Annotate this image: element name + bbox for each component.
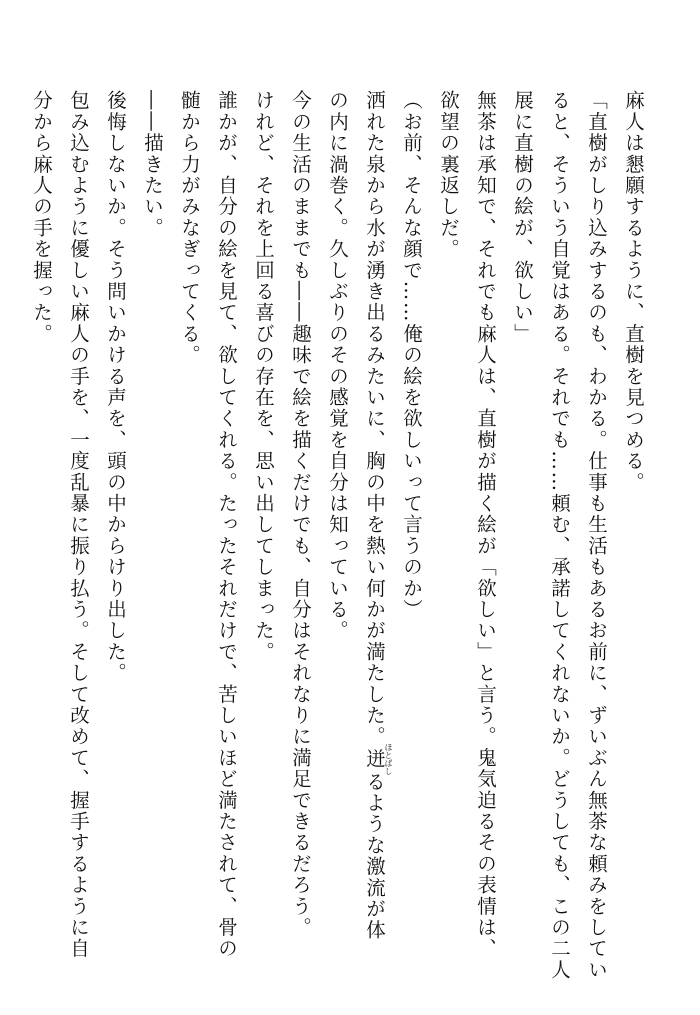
text-line-12: 誰かが、自分の絵を見て、欲してくれる。たったそれだけで、苦しいほど満たされて、骨の: [215, 90, 238, 960]
text-line-5: 無茶は承知で、それでも麻人は、直樹が描く絵が「欲しい」と言う。鬼気迫るその表情は、: [474, 90, 497, 960]
text-line-9: の内に渦巻く。久しぶりのその感覚を自分は知っている。: [326, 90, 349, 642]
text-line-10: 今の生活のままでも――趣味で絵を描くだけでも、自分はそれなりに満足できるだろう。: [289, 90, 312, 938]
text-line-3: ると、そういう自覚はある。それでも……頼む、承諾してくれないか。どうしても、この二人: [548, 90, 571, 981]
ruby-word: [363, 743, 393, 776]
text-line-6: 欲望の裏返しだ。: [437, 90, 460, 260]
ruby-reading: ほとばし: [384, 743, 393, 776]
text-line-1: 麻人は懇願するように、直樹を見つめる。: [622, 90, 645, 493]
text-line-16: 包み込むように優しい麻人の手を、一度乱暴に振り払う。そして改めて、握手するように自: [67, 90, 90, 960]
text-line-17: 分から麻人の手を握った。: [30, 90, 53, 345]
text-line-2: 「直樹がしり込みするのも、わかる。仕事も生活もあるお前に、ずいぶん無茶な頼みをしてい: [585, 90, 608, 981]
text-line-15: 後悔しないか。そう問いかける声を、頭の中からけり出した。: [104, 90, 127, 684]
text-line-13: 髄から力がみなぎってくる。: [178, 90, 201, 366]
text-line-8: [356, 90, 393, 970]
text-line-8-part-b: るような激流が体: [363, 771, 386, 941]
text-line-7: （お前、そんな顔で……俺の絵を欲しいって言うのか）: [400, 90, 423, 620]
ruby-base: 迸: [363, 743, 386, 776]
text-line-4: 展に直樹の絵が、欲しい」: [511, 90, 534, 345]
text-line-8-part-a: 洒れた泉から水が湧き出るみたいに、胸の中を熱い何かが満たした。: [363, 90, 386, 748]
vertical-text-body: [23, 90, 652, 981]
text-line-14: ――描きたい。: [141, 90, 164, 239]
text-line-11: けれど、それを上回る喜びの存在を、思い出してしまった。: [252, 90, 275, 663]
